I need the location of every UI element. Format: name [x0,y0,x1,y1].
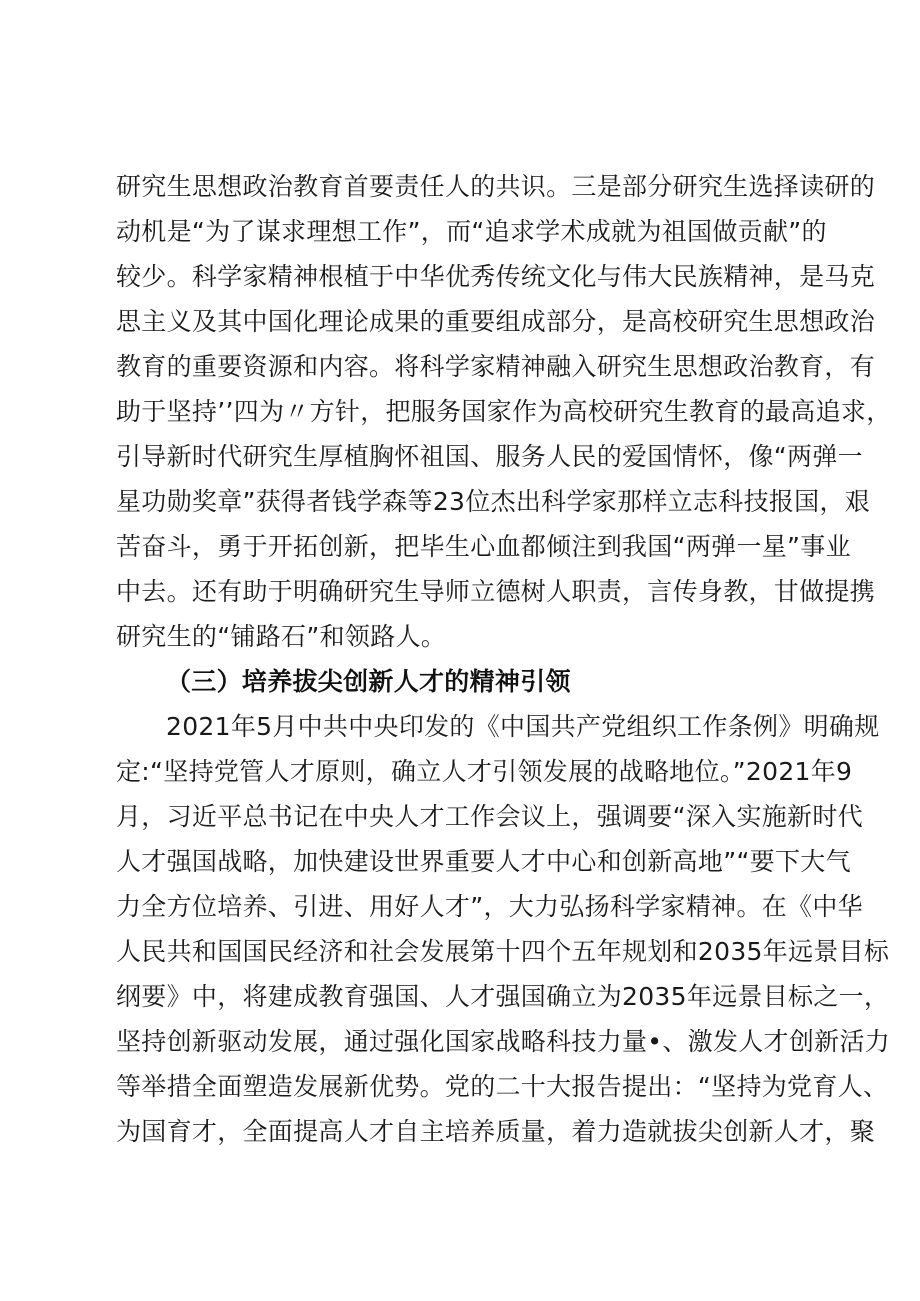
paragraph-line: 研究生思想政治教育首要责任人的共识。三是部分研究生选择读研的 [116,172,876,201]
paragraph-line: 助于坚持’’四为〃方针，把服务国家作为高校研究生教育的最高追求， [116,397,892,426]
paragraph-line: 动机是“为了谋求理想工作”，而“追求学术成就为祖国做贡献”的 [116,217,827,246]
paragraph-line: 苦奋斗，勇于开拓创新，把毕生心血都倾注到我国“两弹一星”事业 [116,532,851,561]
paragraph-line: 人才强国战略，加快建设世界重要人才中心和创新高地”“要下大气 [116,847,851,876]
paragraph-line: 引导新时代研究生厚植胸怀祖国、服务人民的爱国情怀，像“两弹一 [116,442,863,471]
paragraph-line: 较少。科学家精神根植于中华优秀传统文化与伟大民族精神，是马克 [116,262,876,291]
paragraph-line: 星功勋奖章”获得者钱学森等23位杰出科学家那样立志科技报国，艰 [116,487,871,516]
paragraph-line: 中去。还有助于明确研究生导师立德树人职责，言传身教，甘做提携 [116,577,876,606]
paragraph-line: 人民共和国国民经济和社会发展第十四个五年规划和2035年远景目标 [116,937,890,966]
section-heading: （三）培养拔尖创新人才的精神引领 [166,667,571,696]
paragraph-line: 力全方位培养、引进、用好人才”，大力弘扬科学家精神。在《中华 [116,892,863,921]
paragraph-line: 思主义及其中国化理论成果的重要组成部分，是高校研究生思想政治 [116,307,876,336]
paragraph-line: 坚持创新驱动发展，通过强化国家战略科技力量•、激发人才创新活力 [116,1027,891,1056]
paragraph-line: 研究生的“铺路石”和领路人。 [116,622,447,651]
paragraph-line: 教育的重要资源和内容。将科学家精神融入研究生思想政治教育，有 [116,352,876,381]
paragraph-line: 定:“坚持党管人才原则，确立人才引领发展的战略地位。”2021年9 [116,757,853,786]
paragraph-line: 月，习近平总书记在中央人才工作会议上，强调要“深入实施新时代 [116,802,863,831]
paragraph-line: 纲要》中，将建成教育强国、人才强国确立为2035年远景目标之一， [116,982,890,1011]
paragraph-line: 为国育才，全面提高人才自主培养质量，着力造就拔尖创新人才，聚 [116,1117,876,1146]
paragraph-line: 2021年5月中共中央印发的《中国共产党组织工作条例》明确规 [166,712,880,741]
paragraph-line: 等举措全面塑造发展新优势。党的二十大报告提出：“坚持为党育人、 [116,1072,889,1101]
